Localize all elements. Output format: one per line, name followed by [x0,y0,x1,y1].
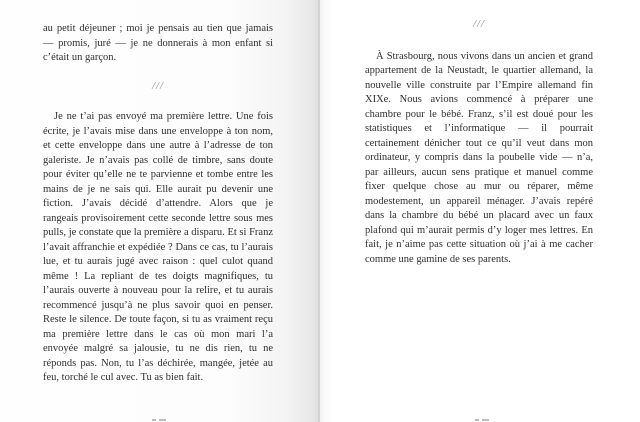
right-paragraph: À Strasbourg, nous vivons dans un ancien et grand appartement de la Neustadt, le quartier allemand, la nouvelle ville construite par l’Empire allemand fin XIXe. Nous avions commencé à préparer une chambre pour le bébé. Franz, s’il est doué pour les statistiques et l’informatique — il pourrait certainement dénicher tout ce qu’il veut dans mon ordinateur, y compris dans la poubelle vide — n’a, par ailleurs, aucun sens pratique et manuel comme fixer quelque chose au mur ou réparer, même modestement, un appareil ménager. J’avais repéré dans la chambre du bébé un placard avec un faux plafond qui m’aurait permis d’y loger mes lettres. En fait, je n’aime pas cette situation où j’ai à me cacher comme une gamine de ses parents. [365,50,593,265]
section-divider-right: /// [473,19,485,30]
page-right-content [320,0,640,422]
page-right[interactable] [320,0,640,422]
next-section-cutoff-mark-right [475,419,489,421]
section-divider-left: /// [152,80,164,92]
page-left[interactable] [0,0,318,422]
left-continuation-paragraph: au petit déjeuner ; moi je pensais au tien que jamais — promis, juré — je ne donnerais à mon enfant si c’était un garçon. [43,23,273,63]
page-left-content [0,0,318,422]
left-paragraph: Je ne t’ai pas envoyé ma première lettre. Une fois écrite, je l’avais mise dans une enveloppe à ton nom, et cette enveloppe dans une autre à l’adresse de ton galeriste. Je n’avais pas collé de timbre, sans doute pour éviter qu’elle ne te parvienne et tombe entre les mains de je ne sais qui. Elle aurait pu devenir une fiction. J’avais décidé d’attendre. Alors que je rangeais provisoirement cette seconde lettre sous mes pulls, je constate que la première a disparu. Et si Franz l’avait affranchie et expédiée ? Dans ce cas, tu l’aurais lue, et tu aurais jugé avec raison : quel culot quand même ! La repliant de tes doigts magnifiques, tu l’aurais ouverte à nouveau pour la relire, et tu aurais recommencé jusqu’à ne plus savoir quoi en penser. Reste le silence. De toute façon, si tu as vraiment reçu ma première lettre dans le cas où mon mari l’a envoyée malgré sa jalousie, tu ne dis rien, tu ne réponds pas. Non, tu l’as déchirée, mangée, jetée au feu, torché le cul avec. Tu as bien fait. [43,111,273,383]
next-section-cutoff-mark-left [152,419,166,421]
